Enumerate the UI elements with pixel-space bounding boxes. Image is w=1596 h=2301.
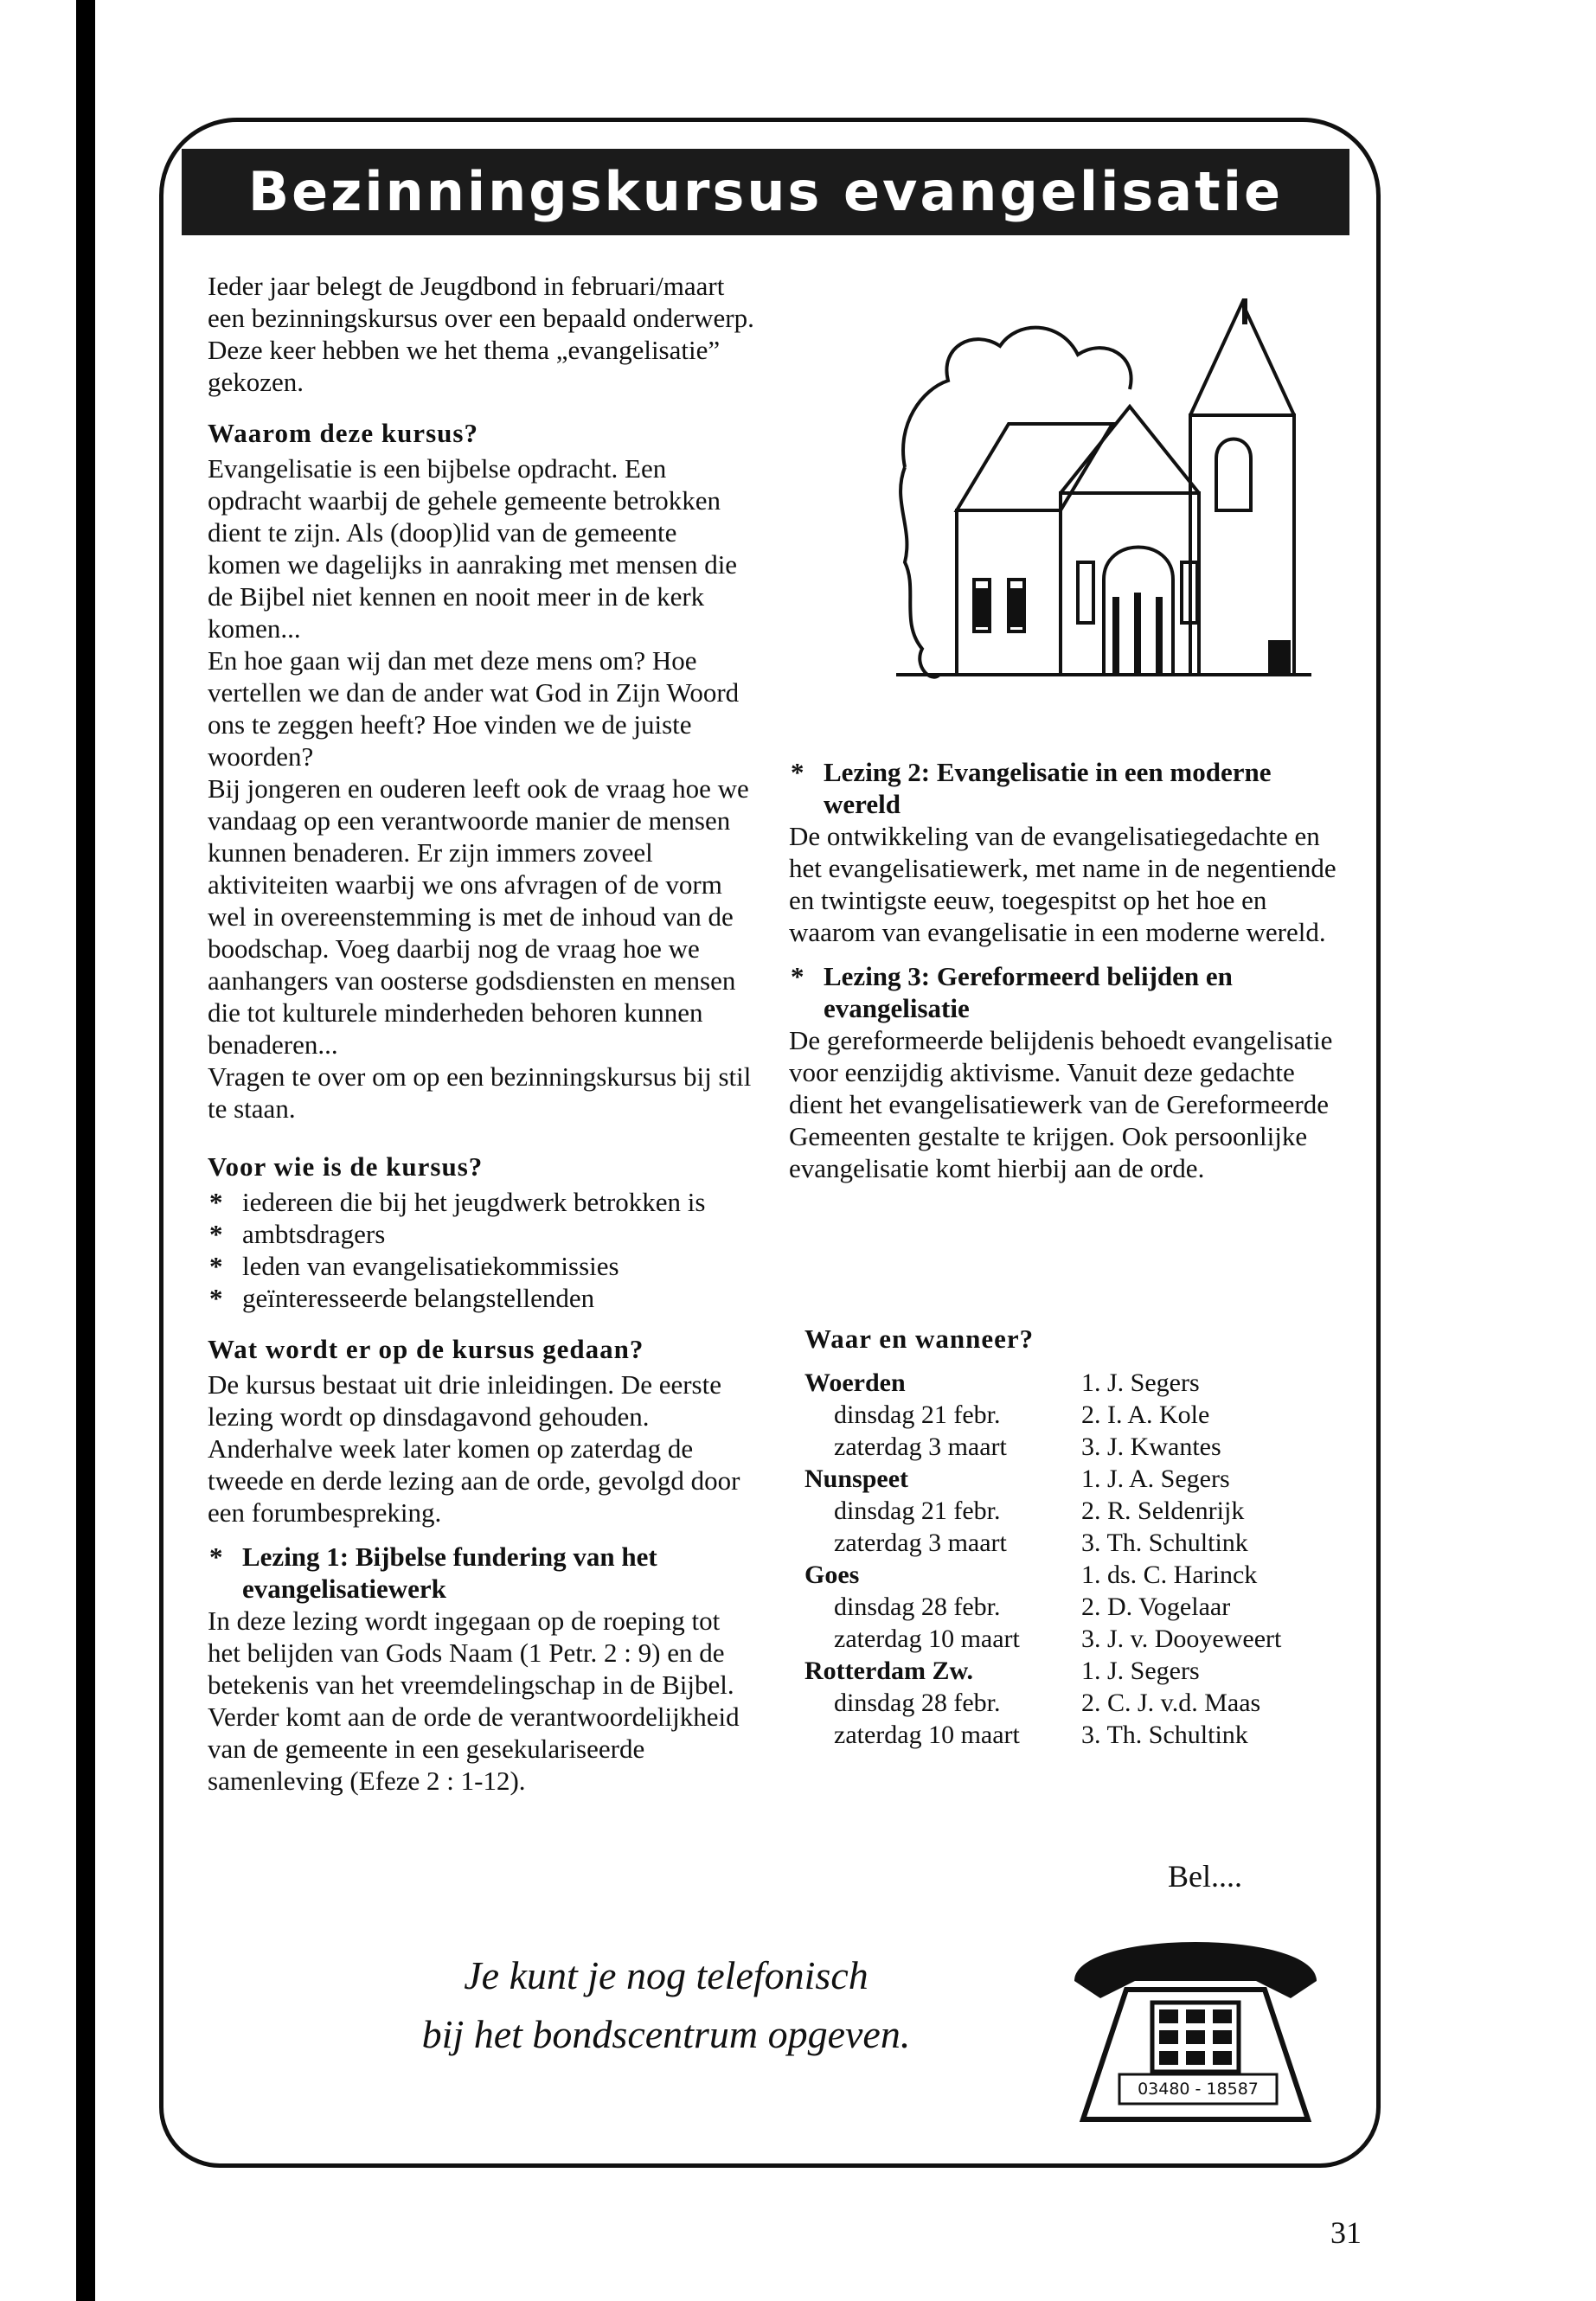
lecture-2-title: * Lezing 2: Evangelisatie in een moderne wereld [789, 756, 1343, 820]
schedule-location [804, 1463, 1358, 1559]
speaker: 1. J. A. Segers [1081, 1465, 1230, 1493]
schedule-location [804, 1559, 1358, 1655]
date: zaterdag 10 maart [834, 1625, 1020, 1653]
city-name: Nunspeet [804, 1465, 909, 1493]
binding-edge [76, 0, 95, 2301]
speaker: 1. J. Segers [1081, 1657, 1200, 1685]
audience-list [208, 1186, 754, 1314]
church-illustration [896, 294, 1311, 692]
left-column [208, 270, 754, 1797]
speaker: 1. J. Segers [1081, 1368, 1200, 1397]
date: dinsdag 28 febr. [834, 1689, 1001, 1717]
lecture-1-title: * Lezing 1: Bijbelse fundering van het evangelisatiewerk [208, 1541, 754, 1605]
date: zaterdag 3 maart [834, 1529, 1007, 1557]
paragraph: Bij jongeren en ouderen leeft ook de vraag hoe we vandaag op een verantwoorde manier de mensen kunnen benaderen. Er zijn immers zoveel aktiviteiten waarbij we ons afvragen of de vorm wel in overeenstemming is met de inhoud van de boodschap. Voeg daarbij nog de vraag hoe we aanhangers van oosterse godsdiensten en mensen die tot kulturele minderheden behoren kunnen benaderen... [208, 773, 749, 1060]
speaker: 1. ds. C. Harinck [1081, 1561, 1258, 1589]
list-item: * geïnteresseerde belangstellenden [208, 1282, 754, 1314]
date: zaterdag 3 maart [834, 1433, 1007, 1461]
speaker: 2. C. J. v.d. Maas [1081, 1689, 1261, 1717]
heading-what: Wat wordt er op de kursus gedaan? [208, 1334, 644, 1364]
speaker: 3. J. v. Dooyeweert [1081, 1625, 1282, 1653]
paragraph: Evangelisatie is een bijbelse opdracht. Een opdracht waarbij de gehele gemeente betrokken dient te zijn. Als (doop)lid van de gemeente komen we dagelijks in aanraking met mensen die de Bijbel niet kennen en nooit meer in de kerk komen... [208, 453, 738, 644]
list-item: * leden van evangelisatiekommissies [208, 1250, 754, 1282]
city-name: Rotterdam Zw. [804, 1657, 973, 1685]
registration-note [346, 1946, 986, 2064]
schedule-location [804, 1367, 1358, 1463]
paragraph: En hoe gaan wij dan met deze mens om? Hoe vertellen we dan de ander wat God in Zijn Woord ons te zeggen heeft? Hoe vinden we de juiste woorden? [208, 645, 740, 772]
intro-paragraph: Ieder jaar belegt de Jeugdbond in februari/maart een bezinningskursus over een bepaald onderwerp. Deze keer hebben we het thema „evangelisatie” gekozen. [208, 271, 754, 397]
page-number: 31 [1330, 2215, 1362, 2250]
right-column [789, 744, 1343, 1184]
speaker: 3. Th. Schultink [1081, 1721, 1248, 1749]
schedule-location [804, 1655, 1358, 1751]
city-name: Woerden [804, 1368, 906, 1397]
speaker: 3. Th. Schultink [1081, 1529, 1248, 1557]
date: dinsdag 21 febr. [834, 1497, 1001, 1525]
article-title: Bezinningskursus evangelisatie [182, 149, 1349, 235]
schedule-table [804, 1367, 1358, 1751]
heading-for-whom: Voor wie is de kursus? [208, 1151, 484, 1182]
lecture-3-title: * Lezing 3: Gereformeerd belijden en evangelisatie [789, 960, 1343, 1024]
date: dinsdag 21 febr. [834, 1400, 1001, 1429]
lecture-3-text: De gereformeerde belijdenis behoedt evangelisatie voor eenzijdig aktivisme. Vanuit deze gedachte dient het evangelisatiewerk van de Gereformeerde Gemeenten gestalte te krijgen. Ook persoonlijke evangelisatie komt hierbij aan de orde. [789, 1025, 1333, 1183]
list-item: * iedereen die bij het jeugdwerk betrokken is [208, 1186, 754, 1218]
list-item: * ambtsdragers [208, 1218, 754, 1250]
paragraph: Vragen te over om op een bezinningskursus bij stil te staan. [208, 1061, 752, 1124]
speaker: 3. J. Kwantes [1081, 1433, 1221, 1461]
call-label: Bel.... [1168, 1859, 1242, 1894]
lecture-2-text: De ontwikkeling van de evangelisatiegedachte en het evangelisatiewerk, met name in de negentiende en twintigste eeuw, toegespitst op het hoe en waarom van evangelisatie in een moderne wereld. [789, 821, 1336, 947]
heading-why: Waarom deze kursus? [208, 418, 478, 448]
speaker: 2. R. Seldenrijk [1081, 1497, 1245, 1525]
registration-line: bij het bondscentrum opgeven. [421, 2012, 911, 2056]
speaker: 2. D. Vogelaar [1081, 1593, 1231, 1621]
date: zaterdag 10 maart [834, 1721, 1020, 1749]
schedule-title: Waar en wanneer? [804, 1324, 1035, 1354]
registration-line: Je kunt je nog telefonisch [464, 1953, 869, 1997]
lecture-1-text: In deze lezing wordt ingegaan op de roeping tot het belijden van Gods Naam (1 Petr. 2 : 9) en de betekenis van het vreemdelingschap in de Bijbel. Verder komt aan de orde de verantwoordelijkheid van de gemeente in een gesekulariseerde samenleving (Efeze 2 : 1-12). [208, 1606, 740, 1796]
paragraph: De kursus bestaat uit drie inleidingen. De eerste lezing wordt op dinsdagavond gehouden. Anderhalve week later komen op zaterdag de tweede en derde lezing aan de orde, gevolgd door een forumbespreking. [208, 1369, 740, 1528]
phone-number: 03480 - 18587 [1138, 2080, 1259, 2099]
date: dinsdag 28 febr. [834, 1593, 1001, 1621]
speaker: 2. I. A. Kole [1081, 1400, 1210, 1429]
city-name: Goes [804, 1561, 860, 1589]
